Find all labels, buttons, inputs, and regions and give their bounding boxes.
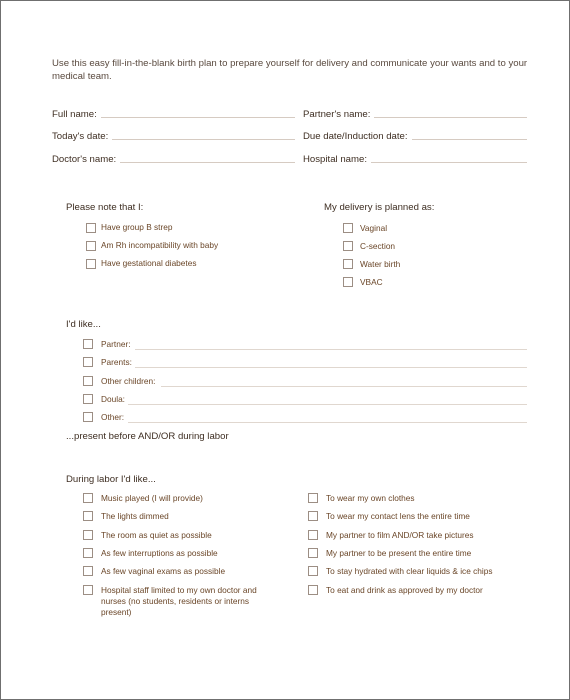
- id-like-checkbox[interactable]: [83, 339, 93, 349]
- labor-right-item: My partner to be present the entire time: [326, 548, 472, 558]
- due-date-line[interactable]: [412, 139, 527, 140]
- id-like-item: Partner:: [101, 339, 131, 349]
- id-like-line[interactable]: [135, 367, 527, 368]
- labor-left-checkbox[interactable]: [83, 566, 93, 576]
- during-labor-heading: During labor I'd like...: [66, 474, 156, 485]
- todays-date-field[interactable]: [52, 131, 295, 142]
- partners-name-line[interactable]: [374, 117, 527, 118]
- labor-left-item: As few vaginal exams as possible: [101, 566, 226, 576]
- labor-left-checkbox[interactable]: [83, 585, 93, 595]
- please-note-heading: Please note that I:: [66, 202, 144, 213]
- id-like-heading: I'd like...: [66, 319, 101, 330]
- please-note-checkbox[interactable]: [86, 241, 96, 251]
- labor-right-item: My partner to film AND/OR take pictures: [326, 530, 474, 540]
- delivery-checkbox[interactable]: [343, 241, 353, 251]
- labor-right-checkbox[interactable]: [308, 548, 318, 558]
- id-like-item: Other children:: [101, 376, 156, 386]
- labor-left-checkbox[interactable]: [83, 548, 93, 558]
- id-like-checkbox[interactable]: [83, 376, 93, 386]
- labor-right-checkbox[interactable]: [308, 585, 318, 595]
- id-like-item: Other:: [101, 412, 125, 422]
- id-like-line[interactable]: [135, 349, 527, 350]
- doctors-name-line[interactable]: [120, 162, 295, 163]
- please-note-item: Am Rh incompatibility with baby: [101, 240, 219, 250]
- id-like-checkbox[interactable]: [83, 394, 93, 404]
- partners-name-label: Partner's name:: [303, 109, 371, 120]
- todays-date-line[interactable]: [112, 139, 295, 140]
- delivery-item: C-section: [360, 241, 396, 251]
- labor-left-item: Hospital staff limited to my own doctor and nurses (no students, residents or interns present): [101, 585, 257, 617]
- delivery-item: VBAC: [360, 277, 383, 287]
- labor-right-checkbox[interactable]: [308, 566, 318, 576]
- id-like-checkbox[interactable]: [83, 357, 93, 367]
- labor-left-item: As few interruptions as possible: [101, 548, 218, 558]
- labor-left-checkbox[interactable]: [83, 493, 93, 503]
- please-note-checkbox[interactable]: [86, 259, 96, 269]
- full-name-line[interactable]: [101, 117, 295, 118]
- full-name-label: Full name:: [52, 109, 97, 120]
- doctors-name-label: Doctor's name:: [52, 154, 117, 165]
- delivery-checkbox[interactable]: [343, 277, 353, 287]
- labor-right-item: To wear my own clothes: [326, 493, 415, 503]
- id-like-line[interactable]: [161, 386, 527, 387]
- id-like-item: Doula:: [101, 394, 125, 404]
- labor-right-checkbox[interactable]: [308, 493, 318, 503]
- doctors-name-field[interactable]: [52, 154, 295, 165]
- partners-name-field[interactable]: [303, 109, 527, 120]
- id-like-line[interactable]: [128, 404, 527, 405]
- id-like-line[interactable]: [128, 422, 527, 423]
- hospital-name-field[interactable]: [303, 154, 527, 165]
- due-date-label: Due date/Induction date:: [303, 131, 408, 142]
- hospital-name-line[interactable]: [371, 162, 527, 163]
- id-like-item: Parents:: [101, 357, 132, 367]
- please-note-item: Have gestational diabetes: [101, 258, 197, 268]
- intro-text: Use this easy fill-in-the-blank birth plan to prepare yourself for delivery and communicate your wants and to your medical team.: [52, 58, 528, 82]
- hospital-name-label: Hospital name:: [303, 154, 367, 165]
- delivery-item: Water birth: [360, 259, 401, 269]
- labor-left-item: Music played (I will provide): [101, 493, 203, 503]
- labor-left-checkbox[interactable]: [83, 530, 93, 540]
- delivery-item: Vaginal: [360, 223, 388, 233]
- labor-right-item: To stay hydrated with clear liquids & ice chips: [326, 566, 493, 576]
- due-date-field[interactable]: [303, 131, 527, 142]
- id-like-checkbox[interactable]: [83, 412, 93, 422]
- labor-left-checkbox[interactable]: [83, 511, 93, 521]
- labor-right-item: To eat and drink as approved by my doctor: [326, 585, 483, 595]
- id-like-footer: ...present before AND/OR during labor: [66, 431, 229, 442]
- please-note-checkbox[interactable]: [86, 223, 96, 233]
- labor-right-checkbox[interactable]: [308, 511, 318, 521]
- labor-left-item: The lights dimmed: [101, 511, 169, 521]
- labor-left-item: The room as quiet as possible: [101, 530, 212, 540]
- delivery-heading: My delivery is planned as:: [324, 202, 435, 213]
- full-name-field[interactable]: [52, 109, 295, 120]
- todays-date-label: Today's date:: [52, 131, 109, 142]
- delivery-checkbox[interactable]: [343, 223, 353, 233]
- please-note-item: Have group B strep: [101, 222, 173, 232]
- labor-right-checkbox[interactable]: [308, 530, 318, 540]
- labor-right-item: To wear my contact lens the entire time: [326, 511, 470, 521]
- delivery-checkbox[interactable]: [343, 259, 353, 269]
